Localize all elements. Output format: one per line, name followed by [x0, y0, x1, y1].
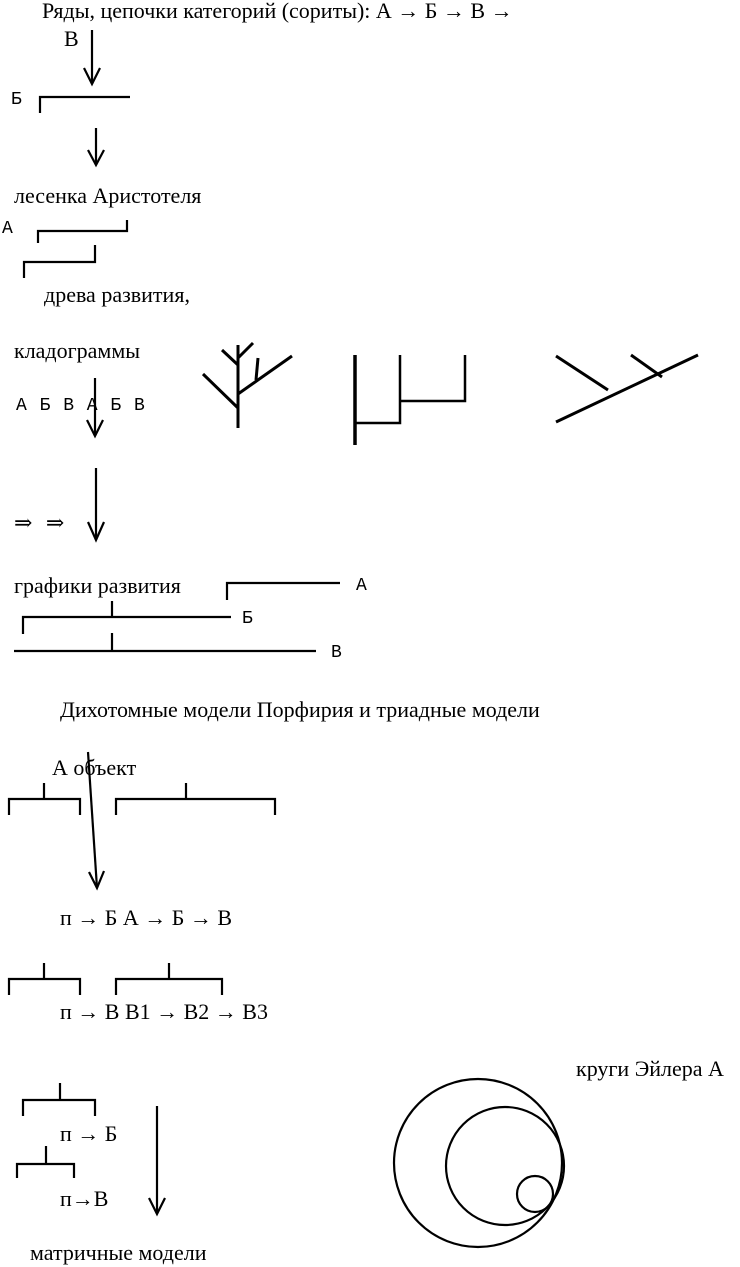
- porphyry-bracket-4: [17, 1164, 74, 1178]
- cladogram-tree-3: [556, 355, 698, 422]
- ladder-step-1: [38, 220, 127, 243]
- euler-circle-outer: [394, 1079, 562, 1247]
- sorites-label-b: Б: [11, 90, 22, 110]
- porphyry-bracket-1: [9, 799, 80, 815]
- trees-sequence: А Б В А Б В: [16, 396, 146, 416]
- trees-title: древа развития,: [44, 282, 190, 307]
- sorites-bracket: [40, 97, 130, 113]
- chain-2: п → В В1 → В2 → В3: [60, 999, 268, 1024]
- chain-1: п → Б А → Б → В: [60, 905, 233, 930]
- ladder-arrow: [88, 128, 104, 165]
- cladogram-tree-1: [203, 343, 292, 428]
- graph-label-b: Б: [242, 609, 253, 629]
- euler-title: круги Эйлера А: [576, 1056, 724, 1081]
- graph-label-a: А: [356, 576, 367, 596]
- implication-arrow: [88, 468, 104, 540]
- chain-4: п→В: [60, 1186, 109, 1211]
- porphyry-bracket-2: [9, 979, 80, 995]
- porphyry-bracket-3: [23, 1100, 95, 1116]
- ladder-title: лесенка Аристотеля: [14, 183, 202, 208]
- sorites-arrow: [84, 30, 100, 84]
- sorites-title: Ряды, цепочки категорий (сориты): А → Б → В →: [42, 0, 513, 23]
- ladder-label-a: А: [2, 219, 13, 239]
- graphs-title: графики развития: [14, 573, 181, 598]
- euler-circle-inner: [517, 1176, 553, 1212]
- cladogram-tree-2: [355, 355, 465, 445]
- matrix-arrow: [149, 1106, 165, 1214]
- implication-symbols: ⇒ ⇒: [14, 510, 69, 535]
- dichotomy-title: Дихотомные модели Порфирия и триадные модели: [60, 697, 540, 722]
- object-label: А объект: [52, 755, 137, 780]
- ladder-step-2: [24, 245, 95, 278]
- matrix-title: матричные модели: [30, 1240, 207, 1265]
- chain-3: п → Б: [60, 1121, 118, 1146]
- trees-subtitle: кладограммы: [14, 338, 141, 363]
- sorites-title-continuation: В: [64, 26, 79, 51]
- triad-bracket-1: [116, 799, 275, 815]
- triad-bracket-2: [116, 979, 222, 995]
- graph-label-v: В: [331, 643, 342, 663]
